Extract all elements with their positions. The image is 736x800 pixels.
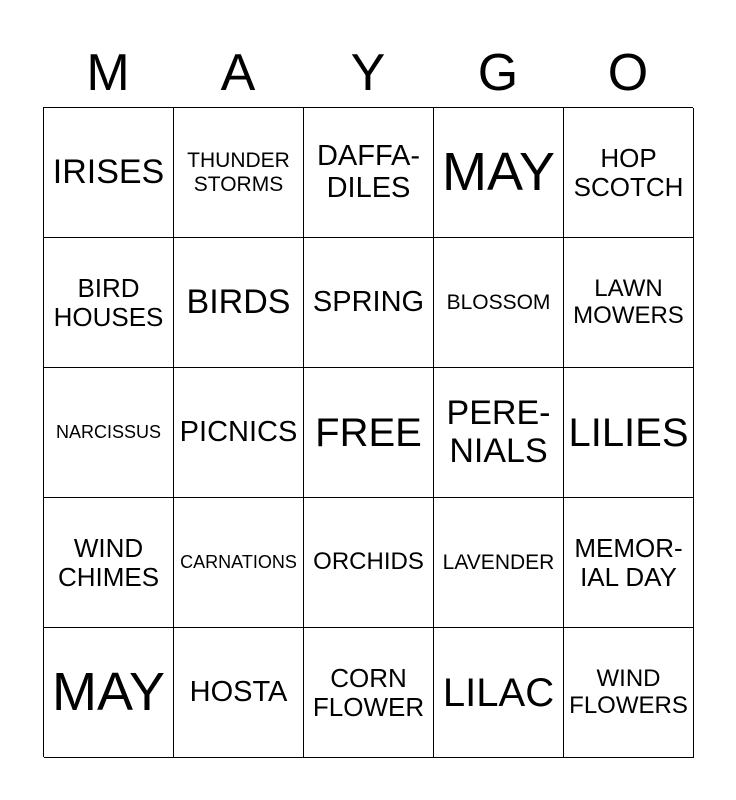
cell-label: MAY [441,141,555,202]
cell-label: PERE- NIALS [446,394,551,470]
cell-label: DAFFA- DILES [316,139,421,204]
cell-label: BIRD HOUSES [53,272,164,332]
bingo-cell[interactable] [304,108,434,238]
cell-label: LAVENDER [442,550,555,574]
bingo-header [43,38,693,108]
cell-label: LAWN MOWERS [573,275,684,329]
bingo-cell[interactable] [44,498,174,628]
cell-label: MEMOR- IAL DAY [574,532,683,592]
header-letter-o: O [607,44,649,102]
header-letter-g: G [477,44,519,102]
bingo-cell[interactable] [174,628,304,758]
bingo-cell[interactable] [434,498,564,628]
bingo-cell[interactable] [564,238,694,368]
cell-label: IRISES [52,152,165,191]
bingo-cell[interactable] [174,108,304,238]
cell-label: SPRING [312,285,425,318]
bingo-cell[interactable] [434,368,564,498]
header-letter-m: M [86,44,130,102]
cell-label: LILIES [568,410,689,455]
cell-label: CARNATIONS [180,551,297,572]
cell-label: ORCHIDS [313,548,424,576]
bingo-cell[interactable] [174,238,304,368]
cell-label: CORN FLOWER [312,662,425,722]
bingo-cell[interactable] [564,628,694,758]
cell-label: WIND FLOWERS [569,665,688,719]
header-letter-y: Y [350,44,386,102]
cell-label: WIND CHIMES [57,532,160,592]
cell-label: BIRDS [186,282,291,321]
free-space-cell[interactable] [304,368,434,498]
cell-label: NARCISSUS [55,421,162,442]
bingo-cell[interactable] [434,628,564,758]
bingo-cell[interactable] [44,368,174,498]
cell-label: HOSTA [189,675,288,708]
cell-label: HOP SCOTCH [573,142,684,202]
cell-label: PICNICS [179,415,298,448]
bingo-cell[interactable] [564,368,694,498]
bingo-board [43,107,693,757]
cell-label: MAY [51,661,165,722]
cell-label: THUNDER STORMS [187,149,290,196]
free-space-label: FREE [315,410,422,455]
bingo-cell[interactable] [44,628,174,758]
bingo-cell[interactable] [304,238,434,368]
bingo-cell[interactable] [174,498,304,628]
bingo-cell[interactable] [304,498,434,628]
bingo-cell[interactable] [44,108,174,238]
header-letter-a: A [220,44,256,102]
cell-label: BLOSSOM [446,290,551,314]
cell-label: LILAC [442,670,555,715]
bingo-cell[interactable] [304,628,434,758]
bingo-cell[interactable] [564,498,694,628]
bingo-cell[interactable] [44,238,174,368]
bingo-cell[interactable] [434,238,564,368]
bingo-cell[interactable] [564,108,694,238]
bingo-cell[interactable] [174,368,304,498]
bingo-cell[interactable] [434,108,564,238]
